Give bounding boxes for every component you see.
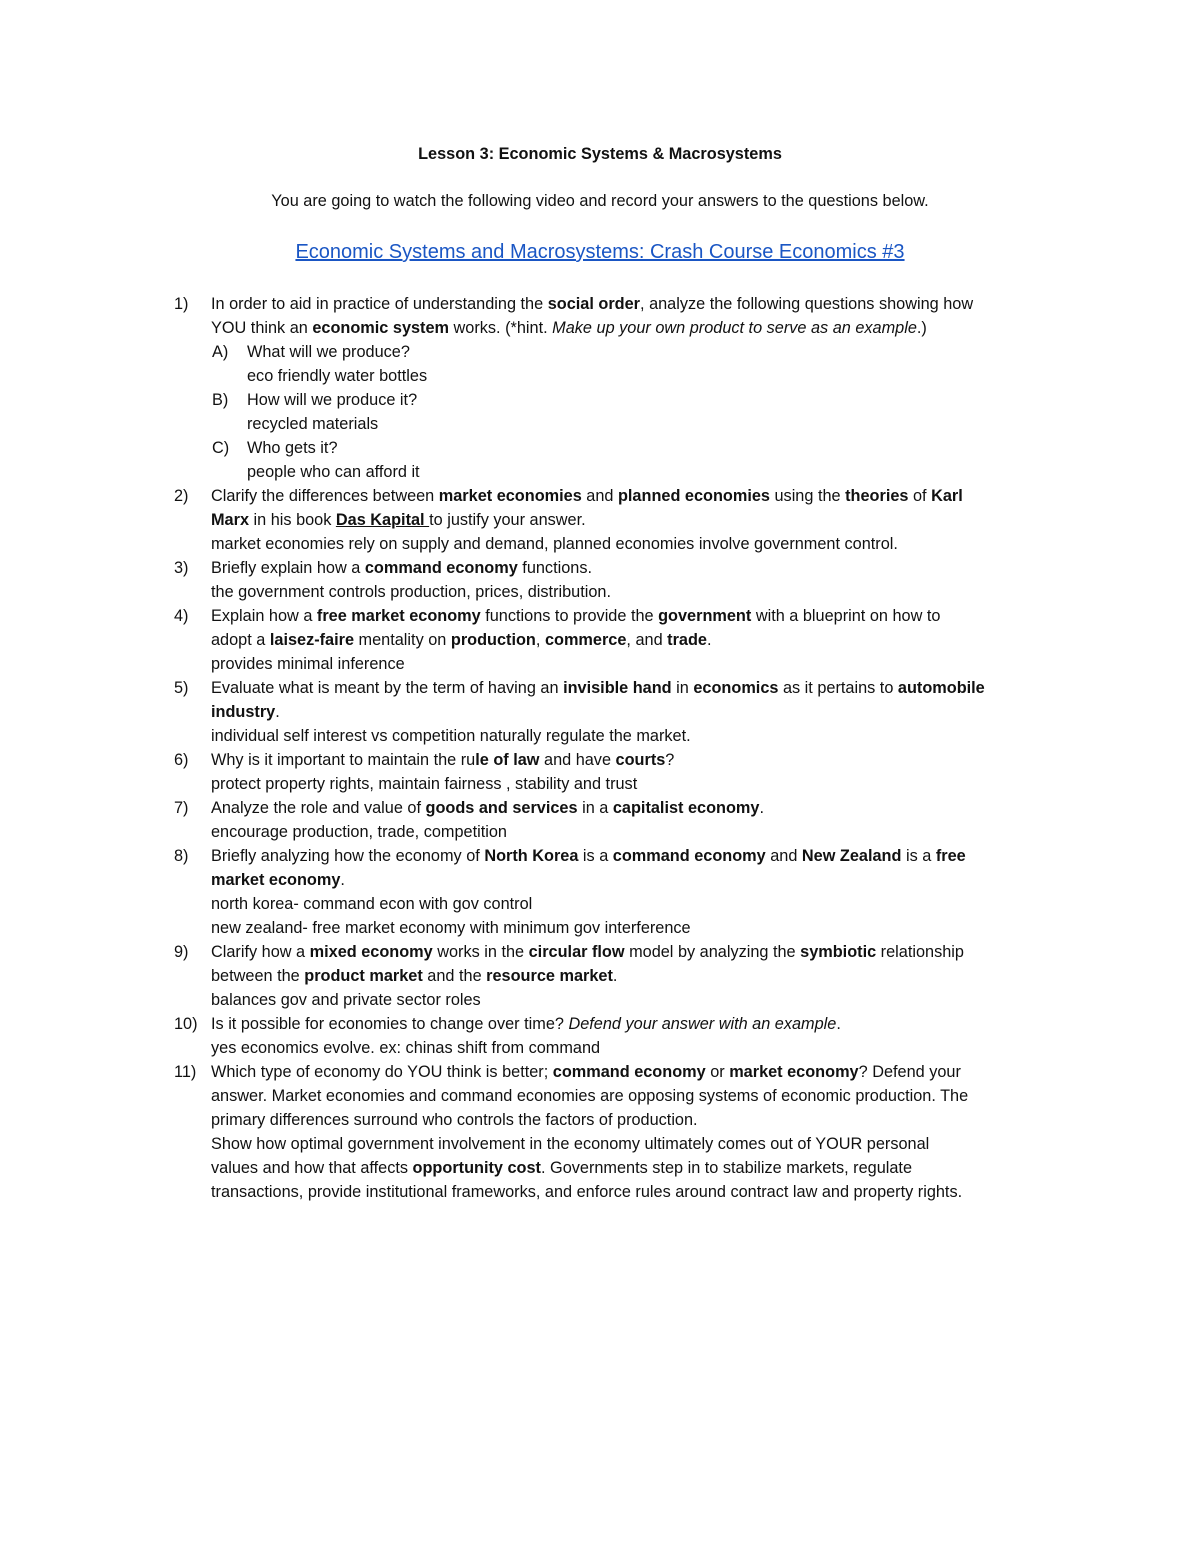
answer-text: eco friendly water bottles xyxy=(247,367,428,385)
video-link-container xyxy=(0,239,1200,265)
question-text: Briefly analyzing how the economy of North Korea is a command economy and New Zealand is a free xyxy=(211,847,966,865)
sub-question-label: A) xyxy=(212,343,229,361)
question-text: Briefly explain how a command economy functions. xyxy=(211,559,592,577)
sub-question-text: Who gets it? xyxy=(247,439,338,457)
question-number: 9) xyxy=(174,943,189,961)
answer-text: protect property rights, maintain fairness , stability and trust xyxy=(211,775,638,793)
answer-text: north korea- command econ with gov control xyxy=(211,895,533,913)
question-number: 7) xyxy=(174,799,189,817)
answer-text: the government controls production, prices, distribution. xyxy=(211,583,612,601)
answer-text: recycled materials xyxy=(247,415,379,433)
answer-text: market economies rely on supply and demand, planned economies involve government control. xyxy=(211,535,898,553)
question-number: 4) xyxy=(174,607,189,625)
question-text: Why is it important to maintain the rule of law and have courts? xyxy=(211,751,675,769)
sub-question-a xyxy=(0,340,1200,364)
question-number: 10) xyxy=(174,1015,198,1033)
answer-text: answer. Market economies and command economies are opposing systems of economic production. The xyxy=(211,1087,969,1105)
video-link[interactable]: Economic Systems and Macrosystems: Crash Course Economics #3 xyxy=(295,241,905,263)
question-6 xyxy=(0,748,1200,772)
answer-text: new zealand- free market economy with minimum gov interference xyxy=(211,919,691,937)
question-text: Marx in his book Das Kapital to justify your answer. xyxy=(211,511,586,529)
intro-text: You are going to watch the following video and record your answers to the questions below. xyxy=(271,192,929,210)
question-text: In order to aid in practice of understanding the social order, analyze the following questions showing how xyxy=(211,295,974,313)
question-1 xyxy=(0,292,1200,316)
page-title: Lesson 3: Economic Systems & Macrosystems xyxy=(418,145,782,163)
question-number: 6) xyxy=(174,751,189,769)
question-text: Evaluate what is meant by the term of having an invisible hand in economics as it pertains to automobile xyxy=(211,679,985,697)
question-text: market economy. xyxy=(211,871,345,889)
question-list xyxy=(0,292,1200,1204)
question-text: Which type of economy do YOU think is better; command economy or market economy? Defend your xyxy=(211,1063,961,1081)
question-5 xyxy=(0,676,1200,700)
question-2 xyxy=(0,484,1200,508)
question-text: Is it possible for economies to change over time? Defend your answer with an example. xyxy=(211,1015,841,1033)
question-9 xyxy=(0,940,1200,964)
answer-text: individual self interest vs competition naturally regulate the market. xyxy=(211,727,691,745)
sub-question-label: C) xyxy=(212,439,230,457)
answer-text: yes economics evolve. ex: chinas shift from command xyxy=(211,1039,601,1057)
question-text: between the product market and the resource market. xyxy=(211,967,618,985)
answer-text: provides minimal inference xyxy=(211,655,405,673)
question-text: industry. xyxy=(211,703,280,721)
question-11 xyxy=(0,1060,1200,1084)
question-text: Show how optimal government involvement in the economy ultimately comes out of YOUR personal xyxy=(211,1135,930,1153)
question-3 xyxy=(0,556,1200,580)
question-text: Clarify how a mixed economy works in the circular flow model by analyzing the symbiotic relationship xyxy=(211,943,964,961)
question-text: Explain how a free market economy functions to provide the government with a blueprint on how to xyxy=(211,607,941,625)
question-text: values and how that affects opportunity cost. Governments step in to stabilize markets, regulate xyxy=(211,1159,913,1177)
question-number: 11) xyxy=(174,1063,197,1081)
sub-question-text: How will we produce it? xyxy=(247,391,418,409)
answer-text: encourage production, trade, competition xyxy=(211,823,507,841)
question-number: 5) xyxy=(174,679,189,697)
question-7 xyxy=(0,796,1200,820)
question-text: Clarify the differences between market economies and planned economies using the theories of Karl xyxy=(211,487,963,505)
answer-text: transactions, provide institutional frameworks, and enforce rules around contract law and property rights. xyxy=(211,1183,963,1201)
question-4 xyxy=(0,604,1200,628)
question-text: adopt a laisez-faire mentality on production, commerce, and trade. xyxy=(211,631,712,649)
sub-question-c xyxy=(0,436,1200,460)
answer-text: balances gov and private sector roles xyxy=(211,991,481,1009)
question-number: 2) xyxy=(174,487,189,505)
answer-text: people who can afford it xyxy=(247,463,420,481)
sub-question-label: B) xyxy=(212,391,229,409)
sub-question-text: What will we produce? xyxy=(247,343,410,361)
answer-text: primary differences surround who controls the factors of production. xyxy=(211,1111,698,1129)
question-number: 3) xyxy=(174,559,189,577)
question-text: YOU think an economic system works. (*hint. Make up your own product to serve as an example.) xyxy=(211,319,927,337)
question-number: 8) xyxy=(174,847,189,865)
question-text: Analyze the role and value of goods and services in a capitalist economy. xyxy=(211,799,764,817)
sub-question-b xyxy=(0,388,1200,412)
question-8 xyxy=(0,844,1200,868)
question-10 xyxy=(0,1012,1200,1036)
question-number: 1) xyxy=(174,295,189,313)
